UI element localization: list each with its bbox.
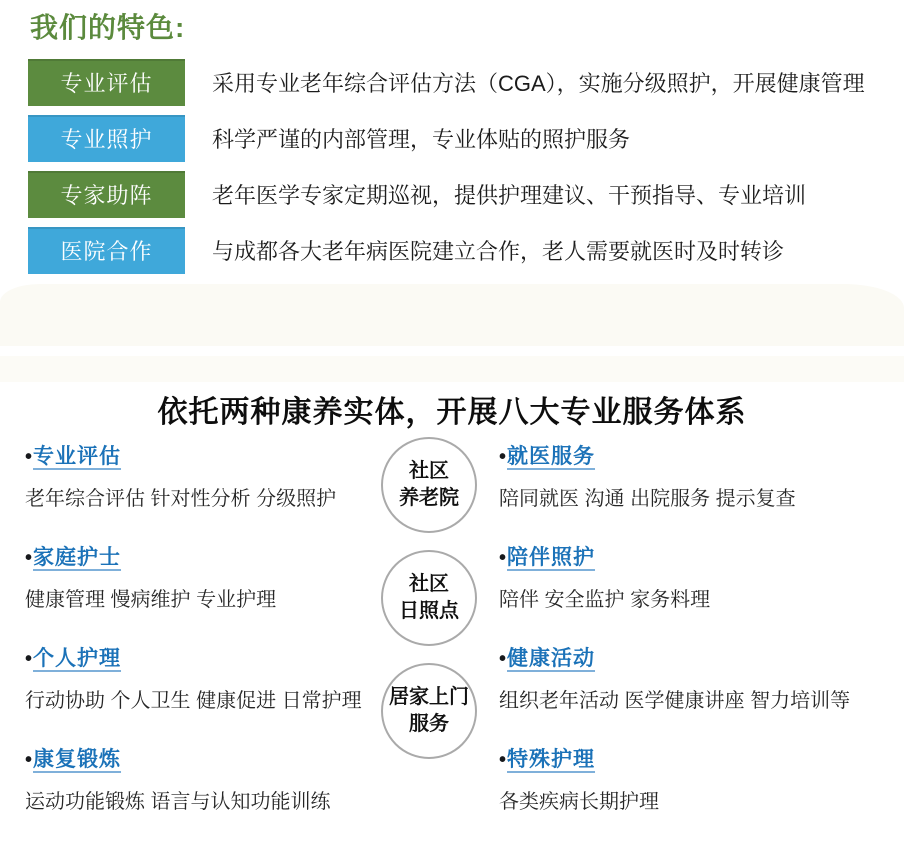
bullet-marker: • <box>499 446 507 468</box>
circle-label-line: 日照点 <box>399 600 459 622</box>
service-title-line <box>499 541 904 571</box>
circle-label-line: 养老院 <box>399 487 459 509</box>
feature-label-badge: 专家助阵 <box>28 171 185 218</box>
services-left-column <box>0 440 381 844</box>
services-right-column <box>477 440 904 844</box>
service-system-body <box>0 440 904 844</box>
feature-description: 科学严谨的内部管理，专业体贴的照护服务 <box>212 127 631 152</box>
entity-circles-column <box>381 437 477 776</box>
service-description: 各类疾病长期护理 <box>499 791 659 813</box>
circle-label-line: 服务 <box>409 713 449 735</box>
feature-row-expert-support <box>28 171 888 218</box>
service-title: 健康活动 <box>507 647 596 670</box>
bullet-marker: • <box>499 547 507 569</box>
service-description: 组织老年活动 医学健康讲座 智力培训等 <box>499 690 851 712</box>
feature-label-badge: 专业评估 <box>28 59 185 106</box>
service-system-heading: 依托两种康养实体，开展八大专业服务体系 <box>157 396 747 429</box>
service-title-line <box>499 743 904 773</box>
service-title-line <box>499 440 904 470</box>
service-description: 运动功能锻炼 语言与认知功能训练 <box>25 791 331 813</box>
service-item-special-nursing <box>499 743 904 814</box>
background-band <box>0 356 904 382</box>
bullet-marker: • <box>25 648 33 670</box>
service-title-line <box>25 541 381 571</box>
service-title: 陪伴照护 <box>507 546 596 569</box>
entity-circle-community-daycare <box>381 550 477 646</box>
service-title: 就医服务 <box>507 445 596 468</box>
service-description: 陪伴 安全监护 家务料理 <box>499 589 711 611</box>
feature-description: 与成都各大老年病医院建立合作，老人需要就医时及时转诊 <box>212 239 785 264</box>
service-title: 康复锻炼 <box>33 748 122 771</box>
feature-row-professional-care <box>28 115 888 162</box>
service-item-home-nurse <box>25 541 381 612</box>
service-item-professional-assessment <box>25 440 381 511</box>
circle-label-line: 社区 <box>409 573 449 595</box>
service-item-rehab-exercise <box>25 743 381 814</box>
circle-label-line: 居家上门 <box>389 686 469 708</box>
service-description: 老年综合评估 针对性分析 分级照护 <box>25 488 337 510</box>
service-item-personal-care <box>25 642 381 713</box>
service-item-health-activities <box>499 642 904 713</box>
bullet-marker: • <box>499 749 507 771</box>
service-title-line <box>25 642 381 672</box>
bullet-marker: • <box>25 749 33 771</box>
service-description: 陪同就医 沟通 出院服务 提示复查 <box>499 488 796 510</box>
service-item-companion-care <box>499 541 904 612</box>
bullet-marker: • <box>499 648 507 670</box>
service-title-line <box>25 743 381 773</box>
feature-row-professional-assessment <box>28 59 888 106</box>
background-band <box>0 284 904 346</box>
features-section <box>28 6 888 283</box>
service-description: 健康管理 慢病维护 专业护理 <box>25 589 277 611</box>
service-description: 行动协助 个人卫生 健康促进 日常护理 <box>25 690 362 712</box>
entity-circle-home-visit-service <box>381 663 477 759</box>
feature-row-hospital-cooperation <box>28 227 888 274</box>
service-title: 专业评估 <box>33 445 122 468</box>
bullet-marker: • <box>25 446 33 468</box>
service-title: 个人护理 <box>33 647 122 670</box>
feature-description: 采用专业老年综合评估方法（CGA），实施分级照护，开展健康管理 <box>212 71 865 96</box>
service-title: 家庭护士 <box>33 546 122 569</box>
service-item-medical-escort <box>499 440 904 511</box>
service-title: 特殊护理 <box>507 748 596 771</box>
entity-circle-community-nursing-home <box>381 437 477 533</box>
service-title-line <box>25 440 381 470</box>
bullet-marker: • <box>25 547 33 569</box>
service-title-line <box>499 642 904 672</box>
feature-description: 老年医学专家定期巡视，提供护理建议、干预指导、专业培训 <box>212 183 807 208</box>
features-heading: 我们的特色: <box>30 12 186 43</box>
feature-label-badge: 医院合作 <box>28 227 185 274</box>
circle-label-line: 社区 <box>409 460 449 482</box>
feature-label-badge: 专业照护 <box>28 115 185 162</box>
